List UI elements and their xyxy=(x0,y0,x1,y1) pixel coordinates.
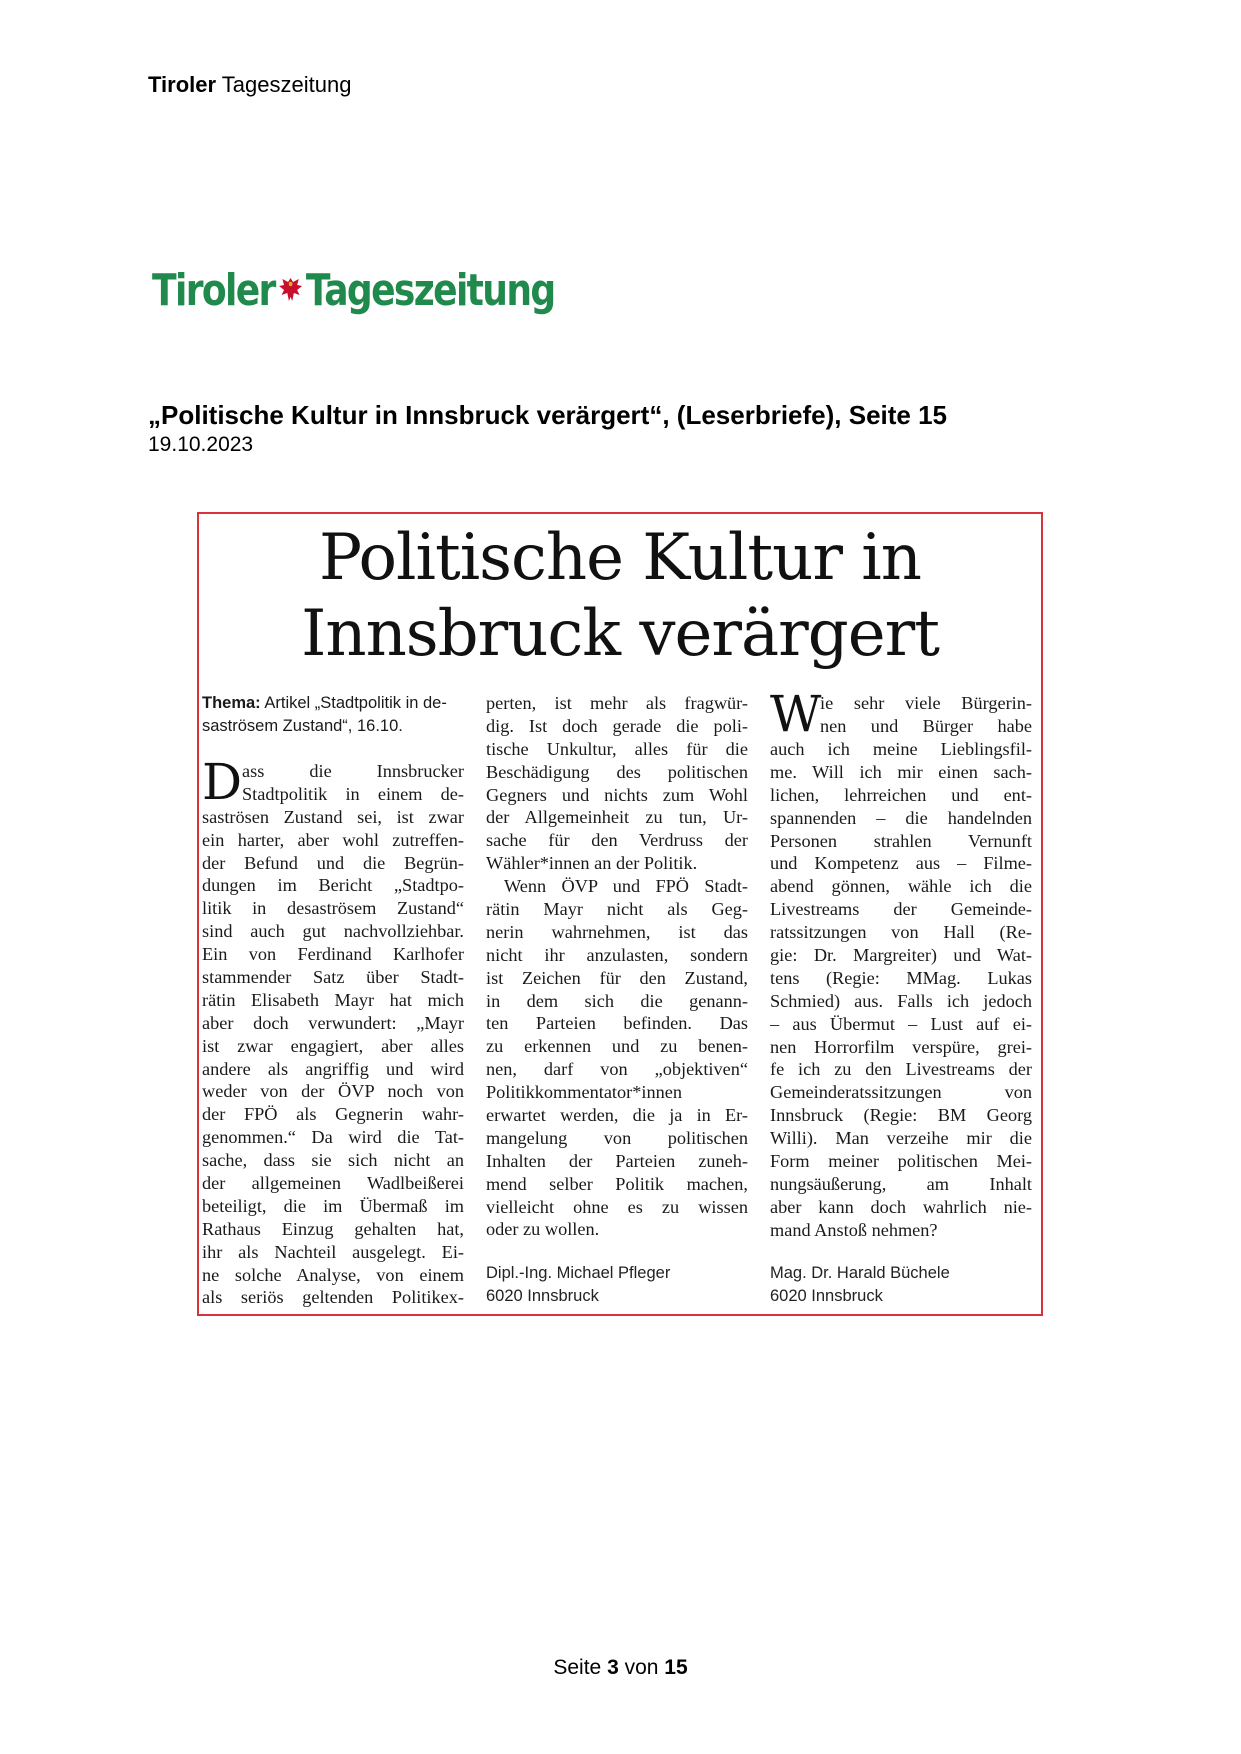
text-line: Beschädigung des politischen xyxy=(486,761,748,782)
text-line: zu erkennen und zu benen- xyxy=(486,1036,748,1057)
document-title: „Politische Kultur in Innsbruck verärgert“, (Leserbriefe), Seite 15 xyxy=(148,400,948,430)
text-line: aber doch verwundert: „Mayr xyxy=(202,1012,464,1033)
text-line: ie sehr viele Bürgerin- xyxy=(820,693,1032,713)
text-line: Gegners und nichts zum Wohl xyxy=(486,784,748,805)
header-brand-rest: Tageszeitung xyxy=(216,72,352,97)
signature-1 xyxy=(486,1262,670,1308)
letter-1-opening xyxy=(202,752,464,811)
signature-name: Mag. Dr. Harald Büchele xyxy=(770,1264,950,1282)
text-line: Innsbruck (Regie: BM Georg xyxy=(770,1105,1032,1126)
text-line: als seriös geltenden Politikex- xyxy=(202,1287,464,1308)
dropcap: D xyxy=(202,752,243,811)
text-line: Schmied) aus. Falls ich jedoch xyxy=(770,990,1032,1011)
text-line: stammender Satz über Stadt- xyxy=(202,967,464,988)
text-line: nicht ihr anzulasten, sondern xyxy=(486,944,748,965)
text-line: Wähler*innen an der Politik. xyxy=(486,853,698,874)
text-line: und Kompetenz aus – Filme- xyxy=(770,853,1032,874)
text-line: nen und Bürger habe xyxy=(820,715,1032,736)
text-line: rätin Mayr nicht als Geg- xyxy=(486,899,748,920)
text-line: nen, darf von „objektiven“ xyxy=(486,1059,748,1080)
page-footer xyxy=(0,1656,1241,1680)
thema-line-2: saströsem Zustand“, 16.10. xyxy=(202,716,403,735)
text-line: ne solche Analyse, von einem xyxy=(202,1264,464,1285)
newspaper-logo xyxy=(152,262,555,318)
text-line: auch ich meine Lieblingsfil- xyxy=(770,739,1032,759)
thema-text: Artikel „Stadtpolitik in de- xyxy=(260,694,447,712)
letter-2-body xyxy=(770,738,1032,1242)
text-line: Form meiner politischen Mei- xyxy=(770,1151,1032,1172)
text-line: Stadtpolitik in einem de- xyxy=(242,783,464,804)
text-line: beteiligt, die im Übermaß im xyxy=(202,1195,464,1216)
text-line: tische Unkultur, alles für die xyxy=(486,738,748,759)
text-line: Inhalten der Parteien zuneh- xyxy=(486,1150,748,1171)
text-line: sache für den Verdruss der xyxy=(486,830,748,851)
text-line: ist zwar engagiert, aber alles xyxy=(202,1035,464,1056)
text-line: tens (Regie: MMag. Lukas xyxy=(770,967,1032,988)
text-line: mend selber Politik machen, xyxy=(486,1173,748,1194)
text-line: lichen, lehrreichen und ent- xyxy=(770,784,1032,805)
letter-1-continuation xyxy=(486,692,748,875)
letter-1-paragraph-2 xyxy=(486,875,748,1241)
text-line: vielleicht ohne es zu wissen xyxy=(486,1196,748,1217)
text-line: der allgemeinen Wadlbeißerei xyxy=(202,1173,464,1194)
text-line: aber kann doch wahrlich nie- xyxy=(770,1196,1032,1217)
text-line: dungen im Bericht „Stadtpo- xyxy=(202,875,464,896)
text-line: dig. Ist doch gerade die poli- xyxy=(486,715,748,736)
text-line: Gemeinderatssitzungen von xyxy=(770,1082,1032,1103)
article-clipping xyxy=(197,512,1043,1316)
text-line: Ein von Ferdinand Karlhofer xyxy=(202,944,464,965)
text-line: der Befund und die Begrün- xyxy=(202,852,464,873)
text-line: nen Horrorfilm verspüre, grei- xyxy=(770,1036,1032,1057)
header-brand-bold: Tiroler xyxy=(148,72,217,97)
text-line: saströsen Zustand sei, ist zwar xyxy=(202,806,464,827)
text-line: ten Parteien befinden. Das xyxy=(486,1013,748,1034)
headline-line-1: Politische Kultur in xyxy=(319,521,921,595)
signature-name: Dipl.-Ing. Michael Pfleger xyxy=(486,1264,671,1282)
text-line: Rathaus Einzug gehalten hat, xyxy=(202,1218,464,1239)
text-line: Livestreams der Gemeinde- xyxy=(770,899,1032,920)
thema-label: Thema: xyxy=(202,694,261,712)
text-line: sache, dass sie sich nicht an xyxy=(202,1150,464,1171)
headline-line-2: Innsbruck verärgert xyxy=(301,597,939,671)
text-line: oder zu wollen. xyxy=(486,1219,600,1240)
text-line: abend gönnen, wähle ich die xyxy=(770,876,1032,897)
signature-city: 6020 Innsbruck xyxy=(486,1287,599,1305)
letter-2-opening xyxy=(770,685,1032,743)
footer-prefix: Seite xyxy=(553,1656,608,1679)
column-3 xyxy=(770,685,1032,1242)
text-line: ist Zeichen für den Zustand, xyxy=(486,967,748,988)
footer-total-pages: 15 xyxy=(664,1656,688,1679)
article-headline xyxy=(199,520,1041,672)
text-line: der Allgemeinheit zu tun, Ur- xyxy=(486,807,748,828)
dropcap: W xyxy=(770,685,822,743)
text-line: litik in desaströsem Zustand“ xyxy=(202,898,464,919)
logo-text-left: Tiroler xyxy=(152,264,275,316)
text-line: Personen strahlen Vernunft xyxy=(770,830,1032,851)
text-line: perten, ist mehr als fragwür- xyxy=(486,693,748,713)
text-line: ihr als Nachteil ausgelegt. Ei- xyxy=(202,1241,464,1262)
text-line: weder von der ÖVP noch von xyxy=(202,1081,464,1102)
header-brand xyxy=(148,72,351,98)
text-line: nungsäußerung, am Inhalt xyxy=(770,1173,1032,1194)
text-line: Politikkommentator*innen xyxy=(486,1082,682,1103)
text-line: fe ich zu den Livestreams der xyxy=(770,1059,1032,1080)
letter-1-body xyxy=(202,806,464,1310)
text-line: sind auch gut nachvollziehbar. xyxy=(202,921,464,942)
text-line: Willi). Man verzeihe mir die xyxy=(770,1128,1032,1149)
text-line: me. Will ich mir einen sach- xyxy=(770,761,1032,782)
column-2 xyxy=(486,692,748,1241)
footer-middle: von xyxy=(618,1656,665,1679)
text-line: in dem sich die genann- xyxy=(486,990,748,1011)
thema-line xyxy=(202,692,464,715)
text-line: – aus Übermut – Lust auf ei- xyxy=(770,1013,1032,1034)
text-line: spannenden – die handelnden xyxy=(770,807,1032,828)
text-line: ass die Innsbrucker xyxy=(242,760,464,781)
text-line: ratssitzungen von Hall (Re- xyxy=(770,922,1032,943)
document-date: 19.10.2023 xyxy=(148,433,254,456)
text-line: Wenn ÖVP und FPÖ Stadt- xyxy=(504,876,748,897)
text-line: mangelung von politischen xyxy=(486,1127,748,1148)
text-line: rätin Elisabeth Mayr hat mich xyxy=(202,989,464,1010)
logo-text-right: Tageszeitung xyxy=(305,264,555,316)
text-line: genommen.“ Da wird die Tat- xyxy=(202,1127,464,1148)
text-line: der FPÖ als Gegnerin wahr- xyxy=(202,1104,464,1125)
text-line: mand Anstoß nehmen? xyxy=(770,1219,938,1240)
signature-city: 6020 Innsbruck xyxy=(770,1287,883,1305)
text-line: gie: Dr. Margreiter) und Wat- xyxy=(770,945,1032,966)
text-line: andere als angriffig und wird xyxy=(202,1058,464,1079)
text-line: nerin wahrnehmen, ist das xyxy=(486,921,748,942)
text-line: ein harter, aber wohl zutreffen- xyxy=(202,829,464,850)
text-line: erwartet werden, die ja in Er- xyxy=(486,1105,748,1126)
signature-2 xyxy=(770,1262,950,1308)
column-1 xyxy=(202,692,464,1309)
tyrolean-eagle-icon xyxy=(276,273,304,307)
footer-current-page: 3 xyxy=(607,1656,619,1679)
